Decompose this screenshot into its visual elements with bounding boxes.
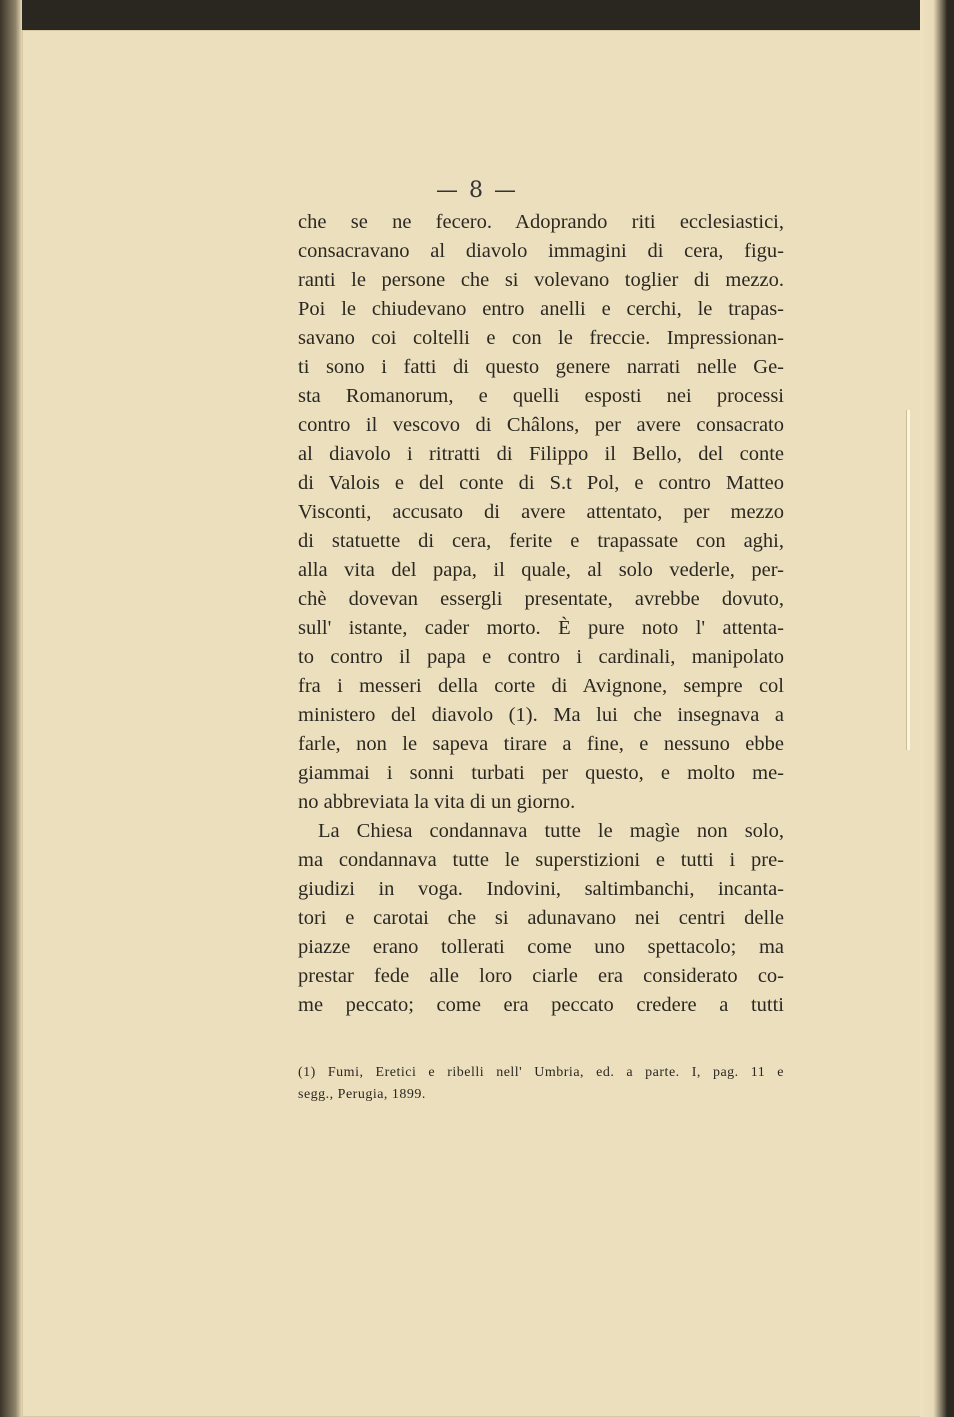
text-line: piazze erano tollerati come uno spettacolo; ma xyxy=(298,936,784,958)
text-line: contro il vescovo di Châlons, per avere consacrato xyxy=(298,414,784,436)
footnotes xyxy=(298,1062,784,1106)
text-line: giudizi in voga. Indovini, saltimbanchi, incanta- xyxy=(298,878,784,900)
footnote-line: segg., Perugia, 1899. xyxy=(298,1087,426,1102)
text-line: to contro il papa e contro i cardinali, manipolato xyxy=(298,646,784,668)
text-line: La Chiesa condannava tutte le magìe non solo, xyxy=(318,820,784,842)
text-line: me peccato; come era peccato credere a tutti xyxy=(298,994,784,1016)
text-line: chè dovevan essergli presentate, avrebbe dovuto, xyxy=(298,588,784,610)
footnote-line: (1) Fumi, Eretici e ribelli nell' Umbria, ed. a parte. I, pag. 11 e xyxy=(298,1065,784,1080)
text-line: Visconti, accusato di avere attentato, per mezzo xyxy=(298,501,784,523)
text-line: ti sono i fatti di questo genere narrati nelle Ge- xyxy=(298,356,784,378)
text-line: che se ne fecero. Adoprando riti ecclesiastici, xyxy=(298,211,784,233)
book-spine-edge xyxy=(920,0,954,1417)
text-line: ministero del diavolo (1). Ma lui che insegnava a xyxy=(298,704,784,726)
text-line: sta Romanorum, e quelli esposti nei processi xyxy=(298,385,784,407)
text-line: giammai i sonni turbati per questo, e molto me- xyxy=(298,762,784,784)
text-line: consacravano al diavolo immagini di cera, figu- xyxy=(298,240,784,262)
text-line: di statuette di cera, ferite e trapassate con aghi, xyxy=(298,530,784,552)
body-text xyxy=(298,208,784,1020)
text-line: no abbreviata la vita di un giorno. xyxy=(298,791,576,813)
text-line: al diavolo i ritratti di Filippo il Bello, del conte xyxy=(298,443,784,465)
page-number: — 8 — xyxy=(436,178,518,203)
text-line: ranti le persone che si volevano toglier di mezzo. xyxy=(298,269,784,291)
text-line: farle, non le sapeva tirare a fine, e nessuno ebbe xyxy=(298,733,784,755)
text-line: tori e carotai che si adunavano nei centri delle xyxy=(298,907,784,929)
text-line: prestar fede alle loro ciarle era considerato co- xyxy=(298,965,784,987)
page-left-edge xyxy=(0,0,22,1417)
text-line: ma condannava tutte le superstizioni e tutti i pre- xyxy=(298,849,784,871)
text-line: savano coi coltelli e con le freccie. Impressionan- xyxy=(298,327,784,349)
text-line: fra i messeri della corte di Avignone, sempre col xyxy=(298,675,784,697)
text-line: alla vita del papa, il quale, al solo vederle, per- xyxy=(298,559,784,581)
text-line: sull' istante, cader morto. È pure noto l' attenta- xyxy=(298,617,784,639)
page-fold-strip xyxy=(906,410,910,750)
text-line: Poi le chiudevano entro anelli e cerchi, le trapas- xyxy=(298,298,784,320)
text-line: di Valois e del conte di S.t Pol, e contro Matteo xyxy=(298,472,784,494)
